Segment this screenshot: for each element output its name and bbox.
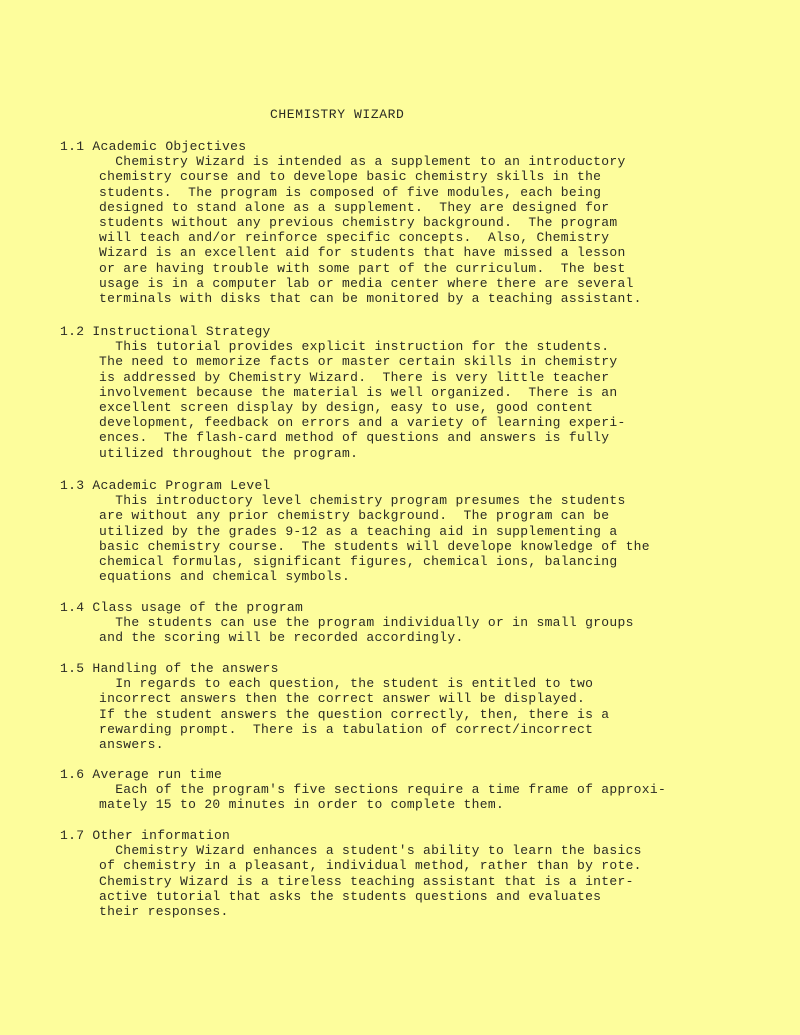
section-body — [99, 676, 790, 752]
text-line: If the student answers the question correctly, then, there is a — [99, 706, 610, 722]
text-line: basic chemistry course. The students will develope knowledge of the — [99, 538, 650, 554]
text-line: is addressed by Chemistry Wizard. There is very little teacher — [99, 369, 610, 385]
section-heading — [60, 478, 790, 493]
section-heading — [60, 324, 790, 339]
text-line: their responses. — [99, 904, 229, 920]
section-number: 1.2 — [60, 324, 85, 339]
text-line: Chemistry Wizard is intended as a supplement to an introductory — [99, 154, 626, 170]
text-line: will teach and/or reinforce specific concepts. Also, Chemistry — [99, 230, 610, 246]
text-line: incorrect answers then the correct answer will be displayed. — [99, 691, 586, 707]
section-number: 1.1 — [60, 139, 85, 154]
text-line: Wizard is an excellent aid for students that have missed a lesson — [99, 245, 626, 261]
section-heading — [60, 661, 790, 676]
section-handling-answers — [60, 661, 790, 752]
text-line: involvement because the material is well organized. There is an — [99, 384, 618, 400]
text-line: utilized throughout the program. — [99, 445, 359, 461]
text-line: equations and chemical symbols. — [99, 569, 351, 585]
text-line: mately 15 to 20 minutes in order to complete them. — [99, 797, 505, 813]
section-number: 1.3 — [60, 478, 85, 493]
text-line: excellent screen display by design, easy to use, good content — [99, 400, 594, 416]
text-line: This tutorial provides explicit instruction for the students. — [99, 339, 610, 355]
section-heading — [60, 828, 790, 843]
section-instructional-strategy — [60, 324, 790, 461]
text-line: of chemistry in a pleasant, individual method, rather than by rote. — [99, 858, 642, 874]
section-title: Handling of the answers — [92, 661, 279, 676]
section-body — [99, 843, 790, 919]
section-title: Academic Program Level — [92, 478, 271, 493]
text-line: ences. The flash-card method of questions and answers is fully — [99, 430, 610, 446]
text-line: This introductory level chemistry program presumes the students — [99, 493, 626, 509]
text-line: students without any previous chemistry background. The program — [99, 215, 618, 231]
text-line: development, feedback on errors and a variety of learning experi- — [99, 415, 626, 431]
section-academic-program-level — [60, 478, 790, 584]
text-line: answers. — [99, 737, 164, 753]
text-line: chemistry course and to develope basic chemistry skills in the — [99, 169, 602, 185]
text-line: In regards to each question, the student is entitled to two — [99, 676, 594, 692]
section-number: 1.7 — [60, 828, 85, 843]
section-title: Other information — [92, 828, 231, 843]
section-title: Class usage of the program — [92, 600, 304, 615]
text-line: students. The program is composed of five modules, each being — [99, 184, 602, 200]
section-body — [99, 782, 790, 812]
section-number: 1.4 — [60, 600, 85, 615]
text-line: active tutorial that asks the students questions and evaluates — [99, 888, 602, 904]
section-heading — [60, 600, 790, 615]
text-line: chemical formulas, significant figures, chemical ions, balancing — [99, 554, 618, 570]
section-average-run-time — [60, 767, 790, 813]
text-line: designed to stand alone as a supplement. They are designed for — [99, 199, 610, 215]
section-title: Average run time — [92, 767, 223, 782]
section-body — [99, 615, 790, 645]
section-body — [99, 493, 790, 584]
text-line: are without any prior chemistry background. The program can be — [99, 508, 610, 524]
section-class-usage — [60, 600, 790, 646]
text-line: usage is in a computer lab or media center where there are several — [99, 275, 634, 291]
section-heading — [60, 767, 790, 782]
section-heading — [60, 139, 790, 154]
section-academic-objectives — [60, 139, 790, 306]
section-title: Instructional Strategy — [92, 324, 271, 339]
text-line: Chemistry Wizard is a tireless teaching assistant that is a inter- — [99, 873, 634, 889]
text-line: The students can use the program individually or in small groups — [99, 615, 634, 631]
text-line: or are having trouble with some part of the curriculum. The best — [99, 260, 626, 276]
section-body — [99, 339, 790, 461]
document-title: CHEMISTRY WIZARD — [270, 107, 405, 122]
text-line: Chemistry Wizard enhances a student's ability to learn the basics — [99, 843, 642, 859]
section-title: Academic Objectives — [92, 139, 247, 154]
section-body — [99, 154, 790, 306]
text-line: terminals with disks that can be monitored by a teaching assistant. — [99, 291, 642, 307]
section-other-information — [60, 828, 790, 919]
text-line: rewarding prompt. There is a tabulation of correct/incorrect — [99, 721, 594, 737]
text-line: and the scoring will be recorded accordingly. — [99, 630, 464, 646]
text-line: utilized by the grades 9-12 as a teaching aid in supplementing a — [99, 523, 618, 539]
text-line: Each of the program's five sections require a time frame of approxi- — [99, 782, 667, 798]
section-number: 1.6 — [60, 767, 85, 782]
section-number: 1.5 — [60, 661, 85, 676]
text-line: The need to memorize facts or master certain skills in chemistry — [99, 354, 618, 370]
